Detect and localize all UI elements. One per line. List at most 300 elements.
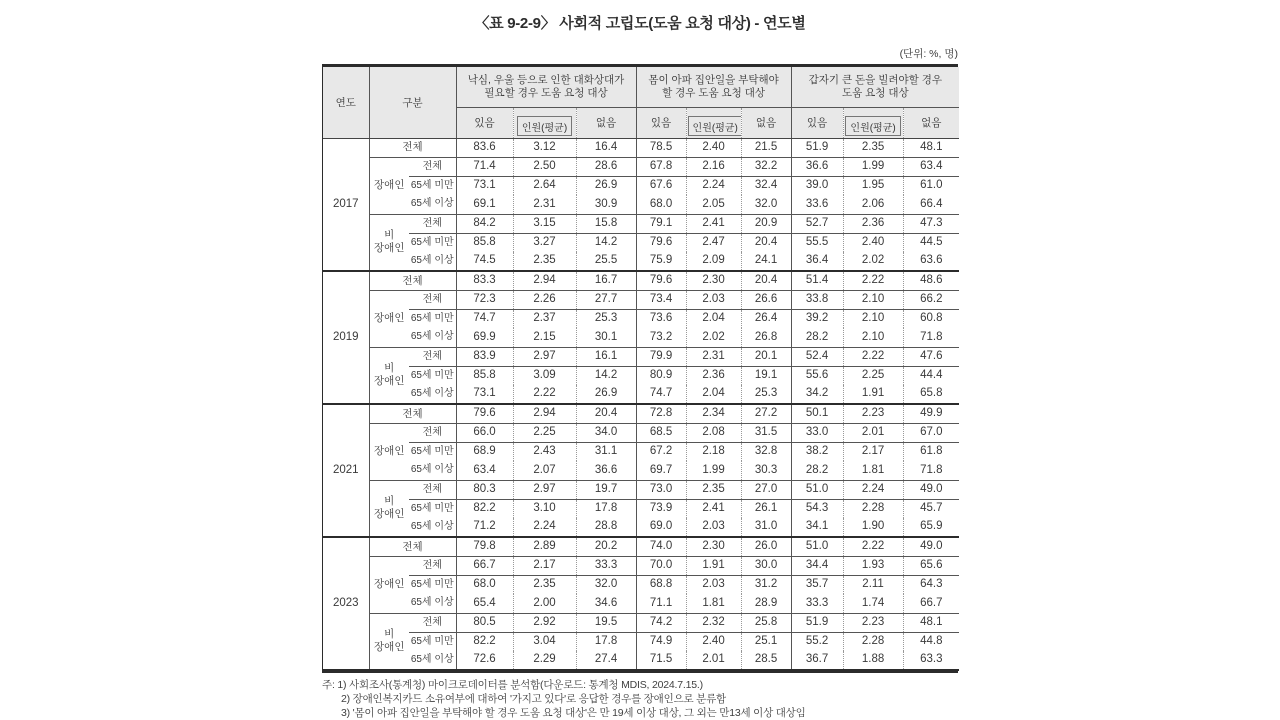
table-row [323,176,959,195]
data-cell: 83.9 [456,347,513,366]
data-cell: 31.5 [741,423,791,442]
data-cell: 2.37 [513,309,576,328]
data-cell: 32.0 [576,575,636,594]
data-cell: 60.8 [903,309,959,328]
data-cell: 1.95 [843,176,903,195]
data-cell: 71.5 [636,651,686,670]
data-cell: 2.50 [513,157,576,176]
data-cell: 2.97 [513,480,576,499]
data-cell: 2.10 [843,328,903,347]
row-label: 65세 이상 [409,252,456,271]
table-row [323,518,959,537]
col-header-avg-count [513,107,576,138]
data-cell: 48.1 [903,613,959,632]
data-cell: 3.12 [513,138,576,157]
data-cell: 68.9 [456,442,513,461]
data-cell: 2.43 [513,442,576,461]
data-cell: 32.2 [741,157,791,176]
data-cell: 1.91 [686,556,741,575]
row-label: 65세 이상 [409,195,456,214]
data-cell: 1.74 [843,594,903,613]
data-cell: 45.7 [903,499,959,518]
table-row [323,309,959,328]
year-cell: 2019 [323,271,369,404]
data-cell: 48.1 [903,138,959,157]
table-area [322,46,958,720]
data-cell: 67.2 [636,442,686,461]
data-cell: 1.81 [843,461,903,480]
table-row [323,347,959,366]
table-row [323,252,959,271]
data-cell: 2.23 [843,613,903,632]
category-all-cell: 전체 [369,537,456,556]
table-row [323,214,959,233]
row-label: 65세 이상 [409,385,456,404]
data-cell: 26.0 [741,537,791,556]
table-row [323,575,959,594]
data-cell: 82.2 [456,632,513,651]
data-cell: 2.31 [513,195,576,214]
avg-count-box: 인원(평균) [845,116,900,136]
data-cell: 28.6 [576,157,636,176]
data-cell: 83.3 [456,271,513,290]
data-cell: 3.10 [513,499,576,518]
data-cell: 2.40 [686,632,741,651]
data-cell: 28.2 [791,328,843,347]
col-header-yes: 있음 [791,107,843,138]
data-cell: 83.6 [456,138,513,157]
data-cell: 2.35 [686,480,741,499]
category-group-line: 비 [384,495,395,508]
col-header-yes: 있음 [456,107,513,138]
data-cell: 36.6 [791,157,843,176]
table-row [323,594,959,613]
category-group-cell [369,157,409,214]
row-label: 전체 [409,347,456,366]
data-cell: 73.1 [456,176,513,195]
data-cell: 2.30 [686,271,741,290]
data-cell: 39.0 [791,176,843,195]
data-cell: 26.9 [576,176,636,195]
category-group-line: 비 [384,362,395,375]
data-cell: 72.3 [456,290,513,309]
data-cell: 38.2 [791,442,843,461]
col-header-no: 없음 [741,107,791,138]
data-cell: 2.22 [843,537,903,556]
data-cell: 85.8 [456,233,513,252]
header-row-1 [323,67,959,107]
data-cell: 63.4 [456,461,513,480]
data-cell: 2.04 [686,309,741,328]
data-cell: 82.2 [456,499,513,518]
data-cell: 79.1 [636,214,686,233]
data-cell: 27.4 [576,651,636,670]
row-label: 65세 이상 [409,594,456,613]
data-cell: 31.0 [741,518,791,537]
table-row [323,138,959,157]
data-cell: 2.94 [513,404,576,423]
row-label: 65세 미만 [409,366,456,385]
data-cell: 48.6 [903,271,959,290]
data-cell: 19.5 [576,613,636,632]
data-cell: 67.6 [636,176,686,195]
data-cell: 27.7 [576,290,636,309]
data-cell: 70.0 [636,556,686,575]
data-cell: 2.01 [843,423,903,442]
col-header-avg-count [686,107,741,138]
group-header-line: 갑자기 큰 돈을 빌려야할 경우 [808,73,942,86]
table-row [323,423,959,442]
data-cell: 3.04 [513,632,576,651]
data-cell: 52.4 [791,347,843,366]
data-cell: 15.8 [576,214,636,233]
data-cell: 2.22 [513,385,576,404]
data-cell: 1.81 [686,594,741,613]
col-header-avg-count [843,107,903,138]
data-cell: 14.2 [576,366,636,385]
col-header-no: 없음 [903,107,959,138]
data-cell: 69.1 [456,195,513,214]
data-cell: 73.6 [636,309,686,328]
data-cell: 28.2 [791,461,843,480]
data-cell: 2.10 [843,309,903,328]
row-label: 전체 [409,480,456,499]
data-cell: 79.6 [456,404,513,423]
data-cell: 2.94 [513,271,576,290]
data-cell: 32.0 [741,195,791,214]
data-cell: 72.8 [636,404,686,423]
data-cell: 51.0 [791,537,843,556]
row-label: 65세 이상 [409,651,456,670]
data-cell: 20.4 [741,271,791,290]
data-cell: 39.2 [791,309,843,328]
category-all-cell: 전체 [369,138,456,157]
row-label: 전체 [409,290,456,309]
data-cell: 2.97 [513,347,576,366]
table-row [323,404,959,423]
row-label: 65세 이상 [409,328,456,347]
row-label: 65세 미만 [409,575,456,594]
data-cell: 19.7 [576,480,636,499]
data-cell: 2.40 [843,233,903,252]
data-cell: 63.4 [903,157,959,176]
data-cell: 30.3 [741,461,791,480]
category-group-line: 장애인 [374,508,405,521]
data-cell: 28.8 [576,518,636,537]
table-row [323,366,959,385]
data-cell: 65.8 [903,385,959,404]
data-cell: 2.26 [513,290,576,309]
data-cell: 33.3 [576,556,636,575]
data-cell: 2.92 [513,613,576,632]
row-label: 전체 [409,157,456,176]
data-cell: 55.2 [791,632,843,651]
row-label: 전체 [409,613,456,632]
data-cell: 47.6 [903,347,959,366]
data-cell: 65.9 [903,518,959,537]
data-cell: 79.8 [456,537,513,556]
data-cell: 1.88 [843,651,903,670]
data-cell: 33.3 [791,594,843,613]
data-cell: 73.4 [636,290,686,309]
category-group-cell [369,480,409,537]
data-cell: 64.3 [903,575,959,594]
data-cell: 1.90 [843,518,903,537]
col-header-yes: 있음 [636,107,686,138]
data-cell: 52.7 [791,214,843,233]
data-cell: 34.6 [576,594,636,613]
table-row [323,195,959,214]
data-cell: 21.5 [741,138,791,157]
data-cell: 2.32 [686,613,741,632]
col-group-header-2 [636,67,791,107]
data-cell: 17.8 [576,499,636,518]
table-row [323,556,959,575]
data-cell: 55.5 [791,233,843,252]
data-cell: 27.0 [741,480,791,499]
category-group-cell [369,556,409,613]
data-cell: 68.0 [456,575,513,594]
data-cell: 2.28 [843,632,903,651]
table-row [323,499,959,518]
data-cell: 66.4 [903,195,959,214]
data-cell: 2.40 [686,138,741,157]
data-cell: 71.8 [903,461,959,480]
data-cell: 25.3 [741,385,791,404]
table-row [323,157,959,176]
data-cell: 2.36 [843,214,903,233]
data-cell: 2.17 [843,442,903,461]
row-label: 65세 미만 [409,442,456,461]
row-label: 전체 [409,214,456,233]
data-cell: 32.8 [741,442,791,461]
table-row [323,651,959,670]
data-cell: 2.04 [686,385,741,404]
data-cell: 66.7 [456,556,513,575]
table-row [323,328,959,347]
data-cell: 2.41 [686,499,741,518]
data-cell: 26.4 [741,309,791,328]
data-cell: 25.8 [741,613,791,632]
data-cell: 51.0 [791,480,843,499]
data-cell: 65.6 [903,556,959,575]
data-cell: 2.01 [686,651,741,670]
data-cell: 66.2 [903,290,959,309]
data-cell: 61.0 [903,176,959,195]
table-title: 〈표 9-2-9〉 사회적 고립도(도움 요청 대상) - 연도별 [474,15,806,32]
year-cell: 2021 [323,404,369,537]
data-cell: 2.35 [843,138,903,157]
data-cell: 79.6 [636,233,686,252]
data-cell: 80.5 [456,613,513,632]
data-cell: 74.5 [456,252,513,271]
data-cell: 27.2 [741,404,791,423]
data-cell: 36.7 [791,651,843,670]
data-cell: 2.18 [686,442,741,461]
data-cell: 69.9 [456,328,513,347]
data-cell: 74.7 [456,309,513,328]
data-cell: 2.17 [513,556,576,575]
data-cell: 2.28 [843,499,903,518]
data-cell: 75.9 [636,252,686,271]
data-cell: 79.9 [636,347,686,366]
data-cell: 16.7 [576,271,636,290]
data-cell: 20.1 [741,347,791,366]
data-cell: 49.0 [903,537,959,556]
data-cell: 35.7 [791,575,843,594]
data-cell: 44.5 [903,233,959,252]
year-block-2023 [323,537,959,670]
data-cell: 2.02 [686,328,741,347]
data-cell: 2.30 [686,537,741,556]
data-cell: 66.7 [903,594,959,613]
data-cell: 20.4 [576,404,636,423]
category-group-cell [369,214,409,271]
data-cell: 14.2 [576,233,636,252]
data-cell: 63.3 [903,651,959,670]
data-cell: 61.8 [903,442,959,461]
data-cell: 2.36 [686,366,741,385]
data-cell: 2.10 [843,290,903,309]
data-cell: 28.5 [741,651,791,670]
avg-count-box: 인원(평균) [517,116,572,136]
category-group-cell [369,613,409,670]
data-cell: 2.29 [513,651,576,670]
row-label: 65세 미만 [409,176,456,195]
category-group-line: 장애인 [374,375,405,388]
data-cell: 2.35 [513,252,576,271]
table-header [323,67,959,138]
data-cell: 49.9 [903,404,959,423]
data-cell: 34.1 [791,518,843,537]
category-group-line: 장애인 [374,312,405,324]
data-cell: 20.9 [741,214,791,233]
year-cell: 2017 [323,138,369,271]
data-cell: 2.24 [513,518,576,537]
data-cell: 78.5 [636,138,686,157]
footnote-line: 3) '몸이 아파 집안일을 부탁해야 할 경우 도움 요청 대상'은 만 19세 이상 대상, 그 외는 만13세 이상 대상임 [341,707,806,719]
table-row [323,233,959,252]
data-cell: 2.25 [513,423,576,442]
data-cell: 65.4 [456,594,513,613]
col-header-category: 구분 [369,67,456,138]
category-group-line: 장애인 [374,445,405,457]
data-cell: 2.05 [686,195,741,214]
data-cell: 26.8 [741,328,791,347]
table-row [323,613,959,632]
category-group-cell [369,347,409,404]
year-block-2019 [323,271,959,404]
data-cell: 2.15 [513,328,576,347]
data-cell: 72.6 [456,651,513,670]
data-cell: 2.08 [686,423,741,442]
table-row [323,442,959,461]
data-cell: 69.0 [636,518,686,537]
data-cell: 2.31 [686,347,741,366]
data-cell: 2.11 [843,575,903,594]
data-cell: 36.4 [791,252,843,271]
data-cell: 26.9 [576,385,636,404]
group-header-line: 필요할 경우 도움 요청 대상 [484,86,608,99]
data-cell: 33.6 [791,195,843,214]
data-cell: 79.6 [636,271,686,290]
data-cell: 2.03 [686,290,741,309]
data-cell: 47.3 [903,214,959,233]
table-row [323,537,959,556]
data-cell: 1.91 [843,385,903,404]
data-cell: 44.4 [903,366,959,385]
data-cell: 2.24 [686,176,741,195]
data-cell: 28.9 [741,594,791,613]
table-row [323,385,959,404]
category-group-line: 비 [384,628,395,641]
data-cell: 74.7 [636,385,686,404]
col-group-header-1 [456,67,636,107]
data-cell: 49.0 [903,480,959,499]
data-cell: 71.4 [456,157,513,176]
col-header-year: 연도 [323,67,369,138]
data-cell: 34.4 [791,556,843,575]
col-group-header-3 [791,67,959,107]
data-cell: 25.3 [576,309,636,328]
data-cell: 73.9 [636,499,686,518]
data-cell: 51.4 [791,271,843,290]
year-cell: 2023 [323,537,369,670]
data-cell: 68.0 [636,195,686,214]
data-cell: 36.6 [576,461,636,480]
data-cell: 24.1 [741,252,791,271]
row-label: 전체 [409,556,456,575]
row-label: 65세 이상 [409,461,456,480]
data-cell: 31.2 [741,575,791,594]
footnotes [322,678,958,720]
data-cell: 34.0 [576,423,636,442]
data-cell: 2.35 [513,575,576,594]
data-cell: 2.89 [513,537,576,556]
table-row [323,461,959,480]
row-label: 65세 미만 [409,499,456,518]
data-cell: 85.8 [456,366,513,385]
year-block-2021 [323,404,959,537]
data-cell: 19.1 [741,366,791,385]
data-cell: 71.2 [456,518,513,537]
data-cell: 30.1 [576,328,636,347]
category-all-cell: 전체 [369,271,456,290]
group-header-line: 낙심, 우울 등으로 인한 대화상대가 [467,73,625,86]
col-header-no: 없음 [576,107,636,138]
data-cell: 1.93 [843,556,903,575]
data-cell: 33.8 [791,290,843,309]
data-cell: 67.0 [903,423,959,442]
table-frame [322,64,958,673]
category-group-line: 장애인 [374,179,405,191]
data-cell: 73.2 [636,328,686,347]
footnote-line: 2) 장애인복지카드 소유여부에 대하여 '가지고 있다'로 응답한 경우를 장애인으로 분류함 [341,693,727,705]
data-cell: 16.1 [576,347,636,366]
group-header-line: 도움 요청 대상 [841,86,909,99]
data-cell: 68.5 [636,423,686,442]
data-cell: 80.9 [636,366,686,385]
data-cell: 25.1 [741,632,791,651]
data-cell: 25.5 [576,252,636,271]
footnote-line: 주: 1) 사회조사(통계청) 마이크로데이터를 분석함(다운로드: 통계청 MDIS, 2024.7.15.) [322,679,703,691]
row-label: 65세 미만 [409,309,456,328]
row-label: 65세 이상 [409,518,456,537]
data-cell: 44.8 [903,632,959,651]
category-group-cell [369,423,409,480]
data-cell: 1.99 [686,461,741,480]
table-row [323,480,959,499]
